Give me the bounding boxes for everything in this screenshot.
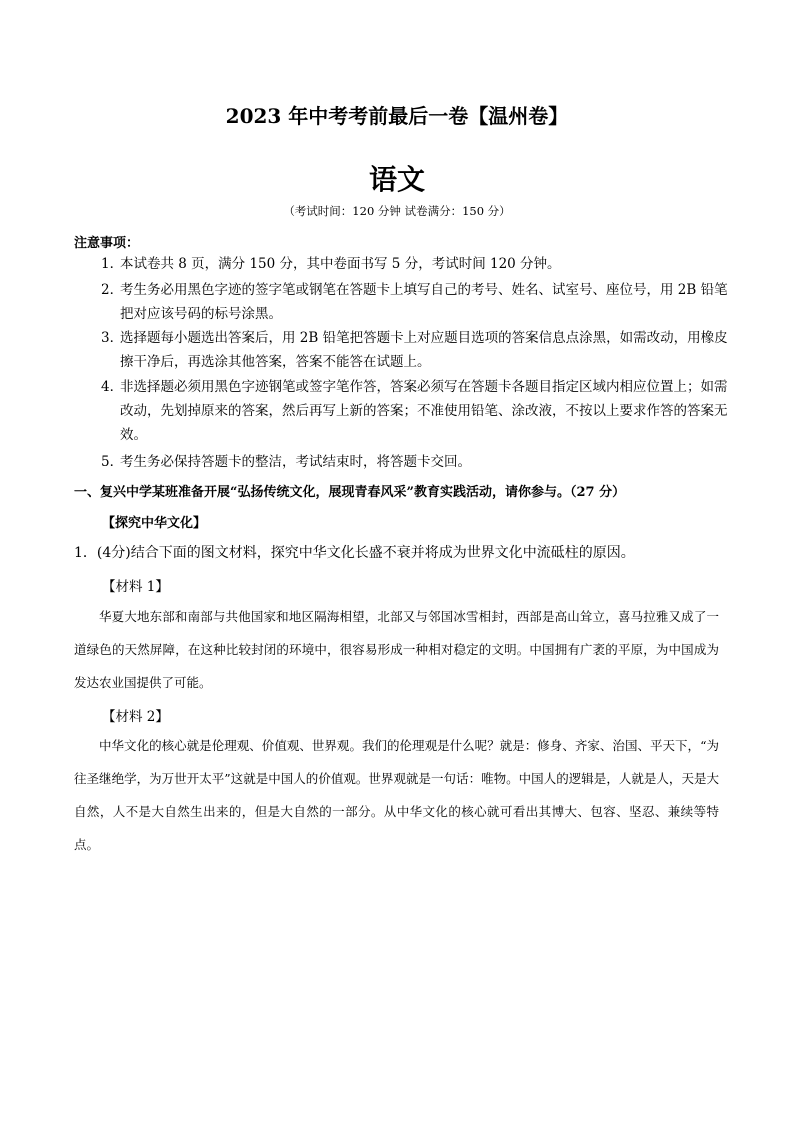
notice-item-number: 5． <box>101 454 124 470</box>
subject-title: 语文 <box>368 163 425 196</box>
exam-info: （考试时间：120 分钟 试卷满分：150 分） <box>283 204 511 218</box>
notice-item <box>101 375 731 447</box>
material-text: 中华文化的核心就是伦理观、价值观、世界观。我们的伦理观是什么呢？就是：修身、齐家、治国、平天下，“为往圣继绝学，为万世开太平”这就是中国人的价值观。世界观就是一句话：唯物。中国人的逻辑是，人就是人，天是大自然，人不是大自然生出来的，但是大自然的一部分。从中华文化的核心就可看出其博大、包容、坚忍、兼续等特点。 <box>74 738 719 852</box>
subsection-heading: 【探究中华文化】 <box>102 516 207 531</box>
notice-item-text: 考生务必用黑色字迹的签字笔或钢笔在答题卡上填写自己的考号、姓名、试室号、座位号，用 2B 铅笔把对应该号码的标号涂黑。 <box>120 282 728 322</box>
notice-item <box>101 278 731 326</box>
notice-item <box>101 326 731 374</box>
exam-title: 2023 年中考考前最后一卷【温州卷】 <box>225 104 569 128</box>
material-label: 【材料 1】 <box>102 579 169 595</box>
notice-item <box>101 450 731 474</box>
notice-item-number: 4． <box>101 379 124 395</box>
notice-item-text: 非选择题必须用黑色字迹钢笔或签字笔作答，答案必须写在答题卡各题目指定区域内相应位置上；如需改动，先划掉原来的答案，然后再写上新的答案；不准使用铅笔、涂改液，不按以上要求作答的答案无效。 <box>120 379 728 443</box>
notice-item-text: 考生务必保持答题卡的整洁，考试结束时，将答题卡交回。 <box>120 454 471 470</box>
notice-item-text: 本试卷共 8 页，满分 150 分，其中卷面书写 5 分，考试时间 120 分钟。 <box>120 256 561 272</box>
question-1: 1．(4分)结合下面的图文材料，探究中华文化长盛不衰并将成为世界文化中流砥柱的原因。 <box>74 545 635 561</box>
notice-item-text: 选择题每小题选出答案后，用 2B 铅笔把答题卡上对应题目选项的答案信息点涂黑，如需改动，用橡皮擦干净后，再选涂其他答案，答案不能答在试题上。 <box>120 330 728 370</box>
section-heading: 一、复兴中学某班准备开展“弘扬传统文化，展现青春风采”教育实践活动，请你参与。（27 分） <box>74 485 626 500</box>
notice-item-number: 1． <box>101 256 124 272</box>
material-label: 【材料 2】 <box>102 709 169 725</box>
notice-item-number: 2． <box>101 282 124 298</box>
notice-heading: 注意事项： <box>74 236 140 251</box>
notice-item <box>101 252 731 276</box>
material-text: 华夏大地东部和南部与共他国家和地区隔海相望，北部又与邻国冰雪相封，西部是高山耸立，喜马拉雅又成了一道绿色的天然屏障，在这种比较封闭的环境中，很容易形成一种相对稳定的文明。中国拥有广袤的平原，为中国成为发达农业国提供了可能。 <box>74 609 719 690</box>
notice-item-number: 3． <box>101 330 124 346</box>
